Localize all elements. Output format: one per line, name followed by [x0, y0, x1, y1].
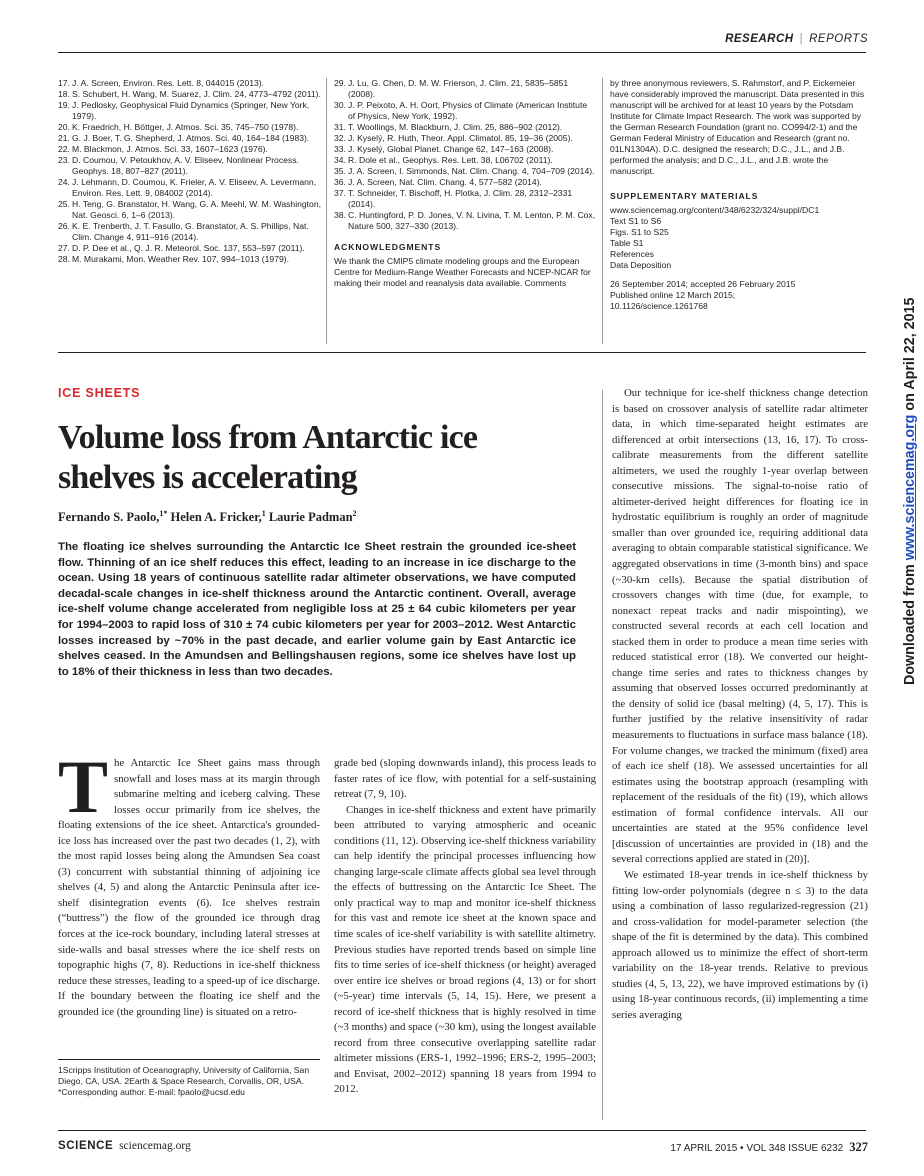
author: Fernando S. Paolo, — [58, 510, 160, 525]
acknowledgments-heading: ACKNOWLEDGMENTS — [334, 242, 442, 252]
reference-number: 21. — [58, 133, 70, 143]
body-paragraph: grade bed (sloping downwards inland), this process leads to faster rates of ice flow, with potential for a self-sustaining retreat (7, 9, 10). — [334, 757, 596, 801]
reference-text: T. Schneider, T. Bischoff, H. Plotka, J. Clim. 28, 2312–2331 (2014). — [348, 188, 573, 209]
reference-item — [334, 166, 596, 177]
footer-journal — [58, 1140, 191, 1152]
supplementary-item: Text S1 to S6 — [610, 216, 662, 226]
reference-item — [58, 221, 322, 243]
section-kicker: ICE SHEETS — [58, 386, 141, 400]
reference-item — [58, 144, 322, 155]
supplementary-item: Data Deposition — [610, 260, 672, 270]
reference-text: J. A. Screen, Environ. Res. Lett. 8, 044015 (2013). — [72, 78, 265, 88]
reference-text: J. Lu, G. Chen, D. M. W. Frierson, J. Clim. 21, 5835–5851 (2008). — [348, 78, 569, 99]
reference-text: G. J. Boer, T. G. Shepherd, J. Atmos. Sci. 40, 164–184 (1983). — [72, 133, 310, 143]
reference-item — [334, 177, 596, 188]
reference-item — [334, 155, 596, 166]
publication-date-line: 26 September 2014; accepted 26 February 2015 — [610, 279, 796, 289]
footer-issue — [670, 1140, 868, 1155]
body-paragraph: he Antarctic Ice Sheet gains mass through snowfall and loses mass at its margin through submarine melting and iceberg calving. These losses occur primarily from ice shelves, the floating extensions of the ice sheet. Antarctica's grounded-ice loss has increased over the past two decades (1, 2), with the most rapid losses being along the Amundsen Sea coast (3) concurrent with substantial thinning of adjoining ice shelves (4, 5) and along the Antarctic Peninsula after ice-shelf disintegration events (6). Ice shelves restrain (“buttress”) the flow of the grounded ice through drag forces at the ice-rock boundary, including lateral stresses at side-walls and basal stresses where the ice shelf rests on topographic highs (7, 8). Reductions in ice-shelf thickness reduce these stresses, leading to a speed-up of ice discharge. If the boundary between the floating ice shelf and the grounded ice (the grounding line) is situated on a retro- — [58, 757, 320, 1018]
reference-text: R. Dole et al., Geophys. Res. Lett. 38, L06702 (2011). — [348, 155, 553, 165]
reference-text: H. Teng, G. Branstator, H. Wang, G. A. Meehl, W. M. Washington, Nat. Geosci. 6, 1–6 (2013). — [72, 199, 321, 220]
reference-item — [334, 78, 596, 100]
body-column-2 — [334, 756, 596, 1098]
author-list — [58, 509, 357, 525]
header-rule — [58, 52, 866, 53]
reference-text: D. Coumou, V. Petoukhov, A. V. Eliseev, Nonlinear Process. Geophys. 18, 807–827 (2011). — [72, 155, 299, 176]
header-subsection: REPORTS — [809, 33, 868, 45]
author: Helen A. Fricker, — [167, 510, 262, 525]
acknowledgments-text-b: by three anonymous reviewers, S. Rahmstorf, and P. Eickemeier have considerably improved the manuscript. Data presented in this manuscript will be archived for at least 10 years by the Potsdam Institute for Climate Impact Research. The work was supported by the German Research Foundation (grant no. CO994/2-1) and the German Federal Ministry of Education and Research (grant no. 01LN1304A). D.C. designed the research; D.C., J.L., and J.B. performed the analysis; and D.C., J.L., and J.B. wrote the manuscript. — [610, 78, 865, 176]
reference-number: 33. — [334, 144, 346, 154]
drop-cap: T — [58, 746, 109, 829]
column-divider — [602, 78, 603, 344]
author-affiliation-mark: 1* — [159, 509, 168, 518]
column-divider — [602, 390, 603, 1120]
reference-item — [334, 144, 596, 155]
journal-site: sciencemag.org — [119, 1140, 191, 1152]
corresponding-author: *Corresponding author. E-mail: fpaolo@ucsd.edu — [58, 1087, 245, 1097]
reference-item — [58, 177, 322, 199]
reference-number: 36. — [334, 177, 346, 187]
reference-text: J. A. Screen, I. Simmonds, Nat. Clim. Chang. 4, 704–709 (2014). — [348, 166, 595, 176]
watermark-suffix: on April 22, 2015 — [902, 297, 918, 415]
body-paragraph: Our technique for ice-shelf thickness change detection is based on crossover analysis of satellite radar altimeter data, in which time-separated height estimates are differenced at orbit intersections (13, 16, 17). To cross-calibrate measurements from the different satellite altimeters, we used the roughly 1-year overlap between consecutive missions. The signal-to-noise ratio of altimeter-derived height differences for floating ice in hydrostatic equilibrium is roughly an order of magnitude smaller than over grounded ice, requiring additional data averaging to obtain comparable statistical significance. We aggregated observations in time (3-month bins) and space (~30-km cells). Because the spatial distribution of crossovers changes with time (due, for example, to nonexact repeat tracks and nadir mispointing), we constructed several records at each cell location and stacked them in order to produce a mean time series with reduced statistical error (18). We converted our height-change time series and rates to thickness changes by assuming that observed losses occurred predominantly at the density of solid ice (basal melting) (4, 5, 17). This is further justified by the relative insensitivity of radar measurements to fluctuations in surface mass balance (18). For volume changes, we tracked the minimum (fixed) area of each ice shelf (18). We assessed uncertainties for all estimates using the bootstrap approach (resampling with replacement of the residuals of the fit) (19), which allows estimation of formal confidence intervals. All our uncertainties are stated at the 95% confidence level [discussion of uncertainties are provided in (18) and the several corrections applied are stated in (20)]. — [612, 387, 868, 866]
reference-number: 22. — [58, 144, 70, 154]
watermark-link[interactable]: www.sciencemag.org — [902, 414, 918, 561]
issue-info: 17 APRIL 2015 • VOL 348 ISSUE 6232 — [670, 1143, 844, 1154]
supplementary-item: Table S1 — [610, 238, 644, 248]
reference-text: J. Kyselý, Global Planet. Change 62, 147–163 (2008). — [348, 144, 554, 154]
reference-text: D. P. Dee et al., Q. J. R. Meteorol. Soc. 137, 553–597 (2011). — [72, 243, 305, 253]
column-divider — [326, 78, 327, 344]
reference-number: 37. — [334, 188, 346, 198]
reference-number: 18. — [58, 89, 70, 99]
affiliations-footnote — [58, 1059, 320, 1098]
reference-item — [334, 188, 596, 210]
running-header — [725, 33, 868, 45]
reference-item — [58, 122, 322, 133]
reference-number: 19. — [58, 100, 70, 110]
page-number: 327 — [849, 1140, 868, 1154]
reference-item — [58, 155, 322, 177]
reference-number: 35. — [334, 166, 346, 176]
reference-item — [334, 210, 596, 232]
reference-item — [334, 100, 596, 122]
reference-item — [58, 243, 322, 254]
journal-name: SCIENCE — [58, 1140, 114, 1152]
reference-number: 20. — [58, 122, 70, 132]
reference-text: K. Fraedrich, H. Böttger, J. Atmos. Sci. 35, 745–750 (1978). — [72, 122, 299, 132]
reference-text: J. Lehmann, D. Coumou, K. Frieler, A. V. Eliseev, A. Levermann, Environ. Res. Lett. 9, 084002 (2014). — [72, 177, 317, 198]
author-affiliation-mark: 2 — [352, 509, 357, 518]
body-paragraph: Changes in ice-shelf thickness and extent have primarily been attributed to varying atmospheric and oceanic conditions (11, 12). Observing ice-shelf thickness variability can help identify the principal processes influencing how changing large-scale climate affects global sea level through the effects of buttressing on the Antarctic Ice Sheet. The only practical way to map and monitor ice-shelf thickness for this vast and remote ice sheet at the known space and time scales of ice-shelf variability is with satellite altimetry. Previous studies have reported trends based on simple line fits to time series of ice-shelf thickness (or height) averaged over entire ice shelves or broad regions (4, 13) or for short (~5-year) time intervals (5, 14, 15). Here, we present a record of ice-shelf thickness that is highly resolved in time (~3 months) and space (~30 km), using the longest available record from three consecutive overlapping satellite radar altimeter missions (ERS-1, 1992–1996; ERS-2, 1995–2003; and Envisat, 2002–2012) spanning 18 years from 1994 to 2012. — [334, 803, 596, 1096]
references-column-2 — [334, 78, 596, 289]
reference-number: 23. — [58, 155, 70, 165]
supplementary-item: Figs. S1 to S25 — [610, 227, 669, 237]
reference-number: 28. — [58, 254, 70, 264]
abstract: The floating ice shelves surrounding the Antarctic Ice Sheet restrain the grounded ice-sheet flow. Thinning of an ice shelf reduces this effect, leading to an increase in ice discharge to the ocean. Using 18 years of continuous satellite radar altimeter observations, we have computed decadal-scale changes in ice-shelf thickness around the Antarctic continent. Overall, average ice-shelf volume change accelerated from negligible loss at 25 ± 64 cubic kilometers per year for 1994–2003 to rapid loss of 310 ± 74 cubic kilometers per year for 2003–2012. West Antarctic losses increased by ~70% in the past decade, and earlier volume gain by East Antarctic ice shelves ceased. In the Amundsen and Bellingshausen regions, some ice shelves have lost up to 18% of their thickness in less than two decades. — [58, 541, 576, 678]
supplementary-item: References — [610, 249, 654, 259]
reference-text: K. E. Trenberth, J. T. Fasullo, G. Branstator, A. S. Phillips, Nat. Clim. Change 4, 911–916 (2014). — [72, 221, 309, 242]
reference-number: 34. — [334, 155, 346, 165]
reference-number: 38. — [334, 210, 346, 220]
reference-item — [58, 254, 322, 265]
reference-number: 31. — [334, 122, 346, 132]
acknowledgments-column — [610, 78, 868, 312]
header-section: RESEARCH — [725, 33, 794, 45]
reference-text: S. Schubert, H. Wang, M. Suarez, J. Clim. 24, 4773–4792 (2011). — [72, 89, 321, 99]
header-divider: | — [799, 33, 804, 45]
reference-number: 30. — [334, 100, 346, 110]
article-title: Volume loss from Antarctic ice shelves is accelerating — [58, 419, 478, 496]
publication-date-line: Published online 12 March 2015; — [610, 290, 736, 300]
reference-text: J. P. Peixoto, A. H. Oort, Physics of Climate (American Institute of Physics, New York, 1992). — [348, 100, 588, 121]
supplementary-link[interactable]: www.sciencemag.org/content/348/6232/324/suppl/DC1 — [610, 205, 820, 215]
reference-number: 17. — [58, 78, 70, 88]
reference-text: M. Murakami, Mon. Weather Rev. 107, 994–1013 (1979). — [72, 254, 290, 264]
reference-item — [58, 199, 322, 221]
reference-number: 32. — [334, 133, 346, 143]
reference-text: J. Pedlosky, Geophysical Fluid Dynamics (Springer, New York, 1979). — [72, 100, 310, 121]
supplementary-heading: SUPPLEMENTARY MATERIALS — [610, 191, 759, 201]
references-column-1 — [58, 78, 322, 265]
reference-number: 29. — [334, 78, 346, 88]
download-watermark — [902, 297, 922, 685]
acknowledgments-text-a: We thank the CMIP5 climate modeling groups and the European Centre for Medium-Range Weather Forecasts and NCEP-NCAR for making their model and reanalysis data available. Comments — [334, 256, 591, 288]
reference-text: T. Woollings, M. Blackburn, J. Clim. 25, 886–902 (2012). — [348, 122, 563, 132]
publication-date-line: 10.1126/science.1261768 — [610, 301, 708, 311]
reference-text: C. Huntingford, P. D. Jones, V. N. Livina, T. M. Lenton, P. M. Cox, Nature 500, 327–330 (2013). — [348, 210, 596, 231]
body-column-1 — [58, 746, 320, 1020]
reference-text: J. A. Screen, Nat. Clim. Chang. 4, 577–582 (2014). — [348, 177, 542, 187]
reference-item — [58, 89, 322, 100]
reference-item — [334, 122, 596, 133]
reference-text: M. Blackmon, J. Atmos. Sci. 33, 1607–1623 (1976). — [72, 144, 268, 154]
reference-number: 25. — [58, 199, 70, 209]
author: Laurie Padman — [265, 510, 353, 525]
body-paragraph: We estimated 18-year trends in ice-shelf thickness by fitting low-order polynomials (degree n ≤ 3) to the data using a combination of lasso regularized-regression (21) and cross-validation for model-parameter selection (the shape of the fit is determined by the data). This combined approach allowed us to minimize the effect of short-term variability on the 18-year trends. Relative to previous studies (4, 5, 13, 22), we have improved estimations by (i) using 18-year continuous records, (ii) implementing a time series averaging — [612, 868, 868, 1021]
reference-text: J. Kyselý, R. Huth, Theor. Appl. Climatol. 85, 19–36 (2005). — [348, 133, 573, 143]
body-column-3 — [612, 386, 868, 1023]
reference-number: 26. — [58, 221, 70, 231]
section-rule — [58, 352, 866, 353]
footer-rule — [58, 1130, 866, 1131]
reference-number: 24. — [58, 177, 70, 187]
reference-item — [58, 78, 322, 89]
author-affiliation-mark: 1 — [261, 509, 266, 518]
reference-item — [58, 100, 322, 122]
watermark-prefix: Downloaded from — [902, 560, 918, 685]
reference-item — [334, 133, 596, 144]
footnote-rule — [58, 1059, 320, 1060]
reference-number: 27. — [58, 243, 70, 253]
reference-item — [58, 133, 322, 144]
affiliations: 1Scripps Institution of Oceanography, University of California, San Diego, CA, USA. 2Earth & Space Research, Corvallis, OR, USA. — [58, 1065, 310, 1086]
